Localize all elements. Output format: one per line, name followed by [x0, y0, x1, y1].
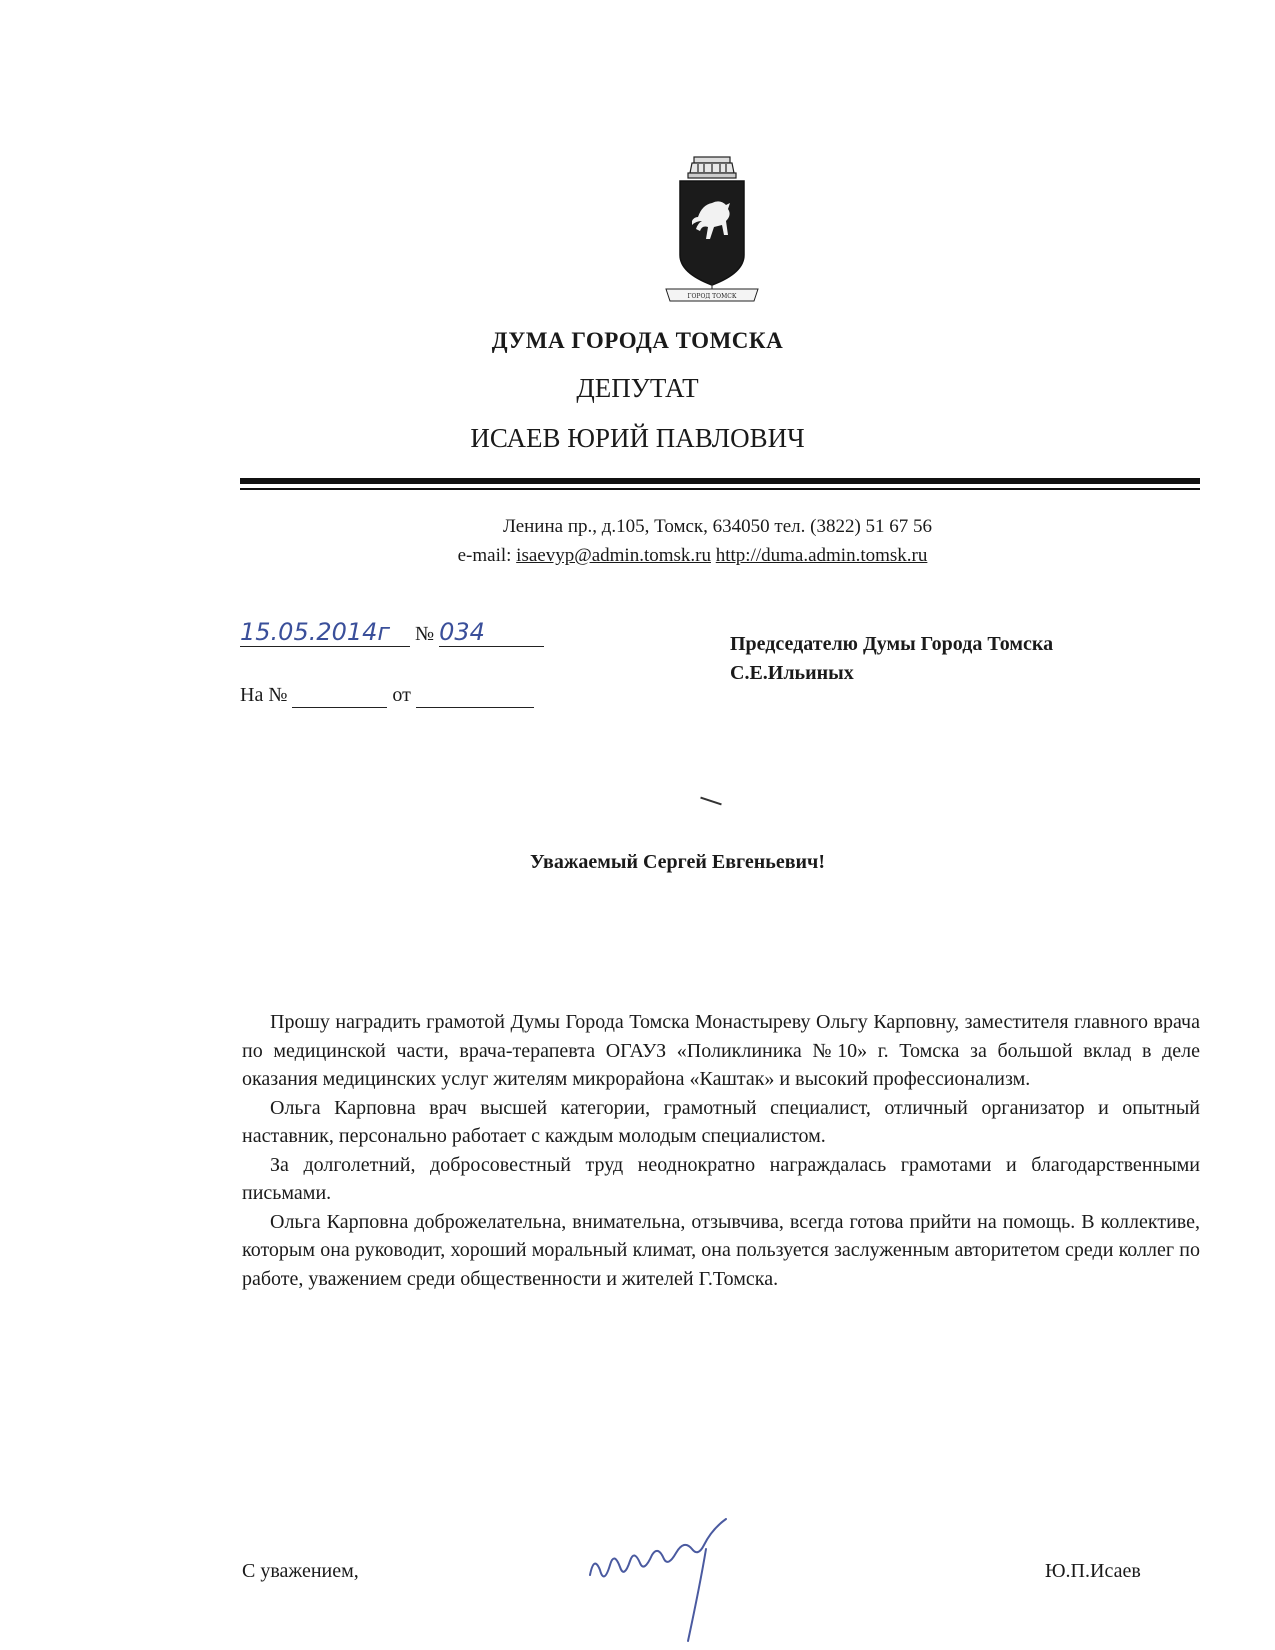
from-label: от: [392, 684, 411, 706]
tomsk-coat-of-arms-icon: [662, 155, 762, 315]
outgoing-reference: [240, 618, 544, 647]
signer-name: Ю.П.Исаев: [1045, 1560, 1141, 1582]
website-link[interactable]: http://duma.admin.tomsk.ru: [715, 545, 928, 566]
pen-mark: [700, 797, 722, 806]
date-blank: [240, 618, 410, 647]
incoming-number-blank: [292, 684, 387, 708]
deputy-role: ДЕПУТАТ: [576, 373, 699, 403]
email-label: e-mail:: [457, 545, 512, 566]
letter-body: [242, 1008, 1200, 1293]
body-paragraph: Ольга Карповна доброжелательна, внимательна, отзывчива, всегда готова прийти на помощь. В коллективе, которым она руководит, хороший моральный климат, она пользуется заслуженным авторитетом среди коллег по работе, уважением среди общественности и жителей Г.Томска.: [242, 1210, 1200, 1290]
contact-line: [0, 545, 1275, 567]
body-paragraph: Прошу наградить грамотой Думы Города Томска Монастыреву Ольгу Карповну, заместителя главного врача по медицинской части, врача-терапевта ОГАУЗ «Поликлиника №10» г. Томска за большой вклад в деле оказания медицинских услуг жителям микрорайона «Каштак» и высокий профессионализм.: [242, 1011, 1200, 1090]
incoming-date-blank: [416, 684, 534, 708]
closing-regards: С уважением,: [242, 1560, 359, 1582]
handwritten-number: 034: [439, 618, 485, 646]
deputy-name: ИСАЕВ ЮРИЙ ПАВЛОВИЧ: [470, 423, 805, 453]
number-label: №: [415, 623, 435, 645]
salutation: Уважаемый Сергей Евгеньевич!: [530, 851, 825, 873]
header-divider-thick: [240, 478, 1200, 484]
recipient-block: [730, 630, 1053, 688]
email-link[interactable]: isaevyp@admin.tomsk.ru: [516, 545, 711, 566]
body-paragraph: За долголетний, добросовестный труд неоднократно награждалась грамотами и благодарственными письмами.: [242, 1153, 1200, 1204]
address-line: Ленина пр., д.105, Томск, 634050 тел. (3822) 51 67 56: [502, 516, 933, 537]
incoming-reference: [240, 684, 534, 708]
number-blank: [439, 618, 544, 647]
header-divider-thin: [240, 488, 1200, 490]
handwritten-signature: [580, 1515, 760, 1645]
emblem-motto: ГОРОД ТОМСК: [687, 293, 737, 300]
organization-name: ДУМА ГОРОДА ТОМСКА: [491, 328, 784, 353]
handwritten-date: 15.05.2014г: [240, 618, 391, 646]
recipient-title: Председателю Думы Города Томска: [730, 633, 1054, 655]
body-paragraph: Ольга Карповна врач высшей категории, грамотный специалист, отличный организатор и опытный наставник, персонально работает с каждым молодым специалистом.: [242, 1096, 1200, 1147]
incoming-number-label: На №: [240, 684, 288, 706]
recipient-name: С.Е.Ильиных: [730, 662, 854, 684]
